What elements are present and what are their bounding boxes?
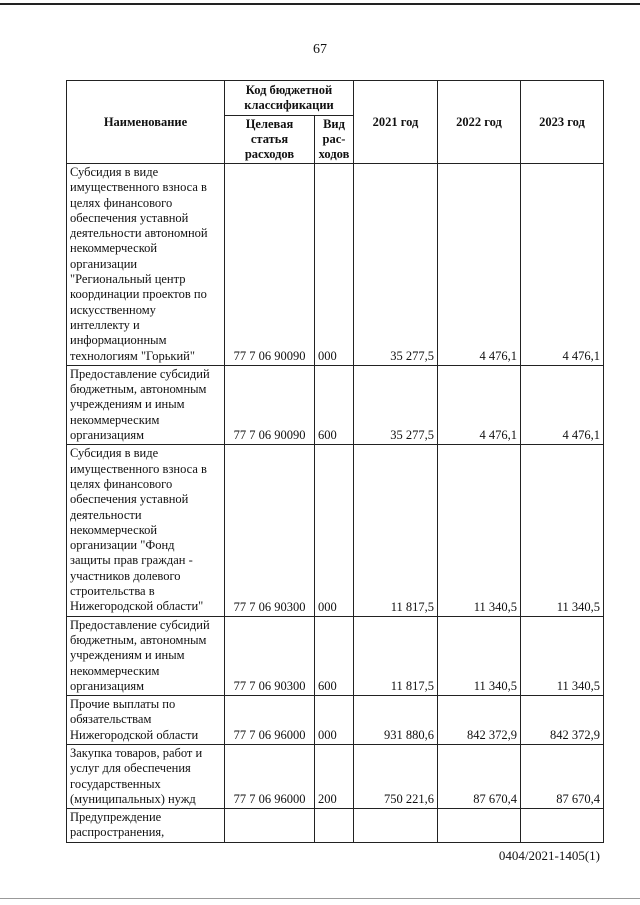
row-name: Предоставление субсидий бюджетным, автономным учреждениям и иным некоммерческим организациям bbox=[67, 365, 225, 444]
row-value-2022: 87 670,4 bbox=[438, 744, 521, 808]
header-kod-group: Код бюджетной классификации bbox=[225, 81, 354, 116]
row-value-2023: 4 476,1 bbox=[521, 365, 604, 444]
row-target-code: 77 7 06 90090 bbox=[225, 164, 315, 366]
row-value-2022 bbox=[438, 809, 521, 843]
row-name: Предоставление субсидий бюджетным, автономным учреждениям и иным некоммерческим организациям bbox=[67, 616, 225, 695]
header-target: Целевая статья расходов bbox=[225, 116, 315, 164]
row-value-2023: 11 340,5 bbox=[521, 445, 604, 616]
row-kind-code: 000 bbox=[315, 445, 354, 616]
row-value-2023: 87 670,4 bbox=[521, 744, 604, 808]
document-id: 0404/2021-1405(1) bbox=[498, 848, 600, 863]
page-number: 67 bbox=[313, 42, 327, 57]
header-name: Наименование bbox=[67, 81, 225, 164]
row-name: Прочие выплаты по обязательствам Нижегородской области bbox=[67, 696, 225, 745]
row-kind-code: 600 bbox=[315, 365, 354, 444]
table-row bbox=[67, 445, 604, 616]
row-value-2023 bbox=[521, 809, 604, 843]
row-name: Субсидия в виде имущественного взноса в целях финансового обеспечения уставной деятельности автономной некоммерческой организации "Региональный центр координации проектов по искусственному интеллекту и информационным технологиям "Горький" bbox=[67, 164, 225, 366]
row-name: Субсидия в виде имущественного взноса в целях финансового обеспечения уставной деятельности некоммерческой организации "Фонд защиты прав граждан - участников долевого строительства в Нижегородской области" bbox=[67, 445, 225, 616]
row-value-2022: 11 340,5 bbox=[438, 616, 521, 695]
row-target-code: 77 7 06 90090 bbox=[225, 365, 315, 444]
header-2023: 2023 год bbox=[521, 81, 604, 164]
row-value-2022: 842 372,9 bbox=[438, 696, 521, 745]
table-row bbox=[67, 744, 604, 808]
table-row bbox=[67, 164, 604, 366]
row-target-code bbox=[225, 809, 315, 843]
row-name: Закупка товаров, работ и услуг для обеспечения государственных (муниципальных) нужд bbox=[67, 744, 225, 808]
header-kind: Вид рас- ходов bbox=[315, 116, 354, 164]
row-target-code: 77 7 06 90300 bbox=[225, 616, 315, 695]
row-value-2023: 842 372,9 bbox=[521, 696, 604, 745]
row-value-2021: 35 277,5 bbox=[354, 365, 438, 444]
table-row bbox=[67, 809, 604, 843]
row-value-2021: 11 817,5 bbox=[354, 445, 438, 616]
row-value-2022: 4 476,1 bbox=[438, 365, 521, 444]
row-kind-code: 000 bbox=[315, 696, 354, 745]
row-name: Предупреждение распространения, bbox=[67, 809, 225, 843]
row-value-2022: 11 340,5 bbox=[438, 445, 521, 616]
row-value-2023: 11 340,5 bbox=[521, 616, 604, 695]
row-target-code: 77 7 06 96000 bbox=[225, 744, 315, 808]
row-target-code: 77 7 06 96000 bbox=[225, 696, 315, 745]
table-row bbox=[67, 616, 604, 695]
row-kind-code bbox=[315, 809, 354, 843]
table-row bbox=[67, 696, 604, 745]
header-2022: 2022 год bbox=[438, 81, 521, 164]
row-value-2021: 931 880,6 bbox=[354, 696, 438, 745]
header-2021: 2021 год bbox=[354, 81, 438, 164]
row-kind-code: 600 bbox=[315, 616, 354, 695]
row-value-2023: 4 476,1 bbox=[521, 164, 604, 366]
row-value-2022: 4 476,1 bbox=[438, 164, 521, 366]
top-rule bbox=[0, 3, 640, 5]
row-value-2021: 11 817,5 bbox=[354, 616, 438, 695]
row-kind-code: 000 bbox=[315, 164, 354, 366]
row-value-2021 bbox=[354, 809, 438, 843]
row-value-2021: 35 277,5 bbox=[354, 164, 438, 366]
row-kind-code: 200 bbox=[315, 744, 354, 808]
row-target-code: 77 7 06 90300 bbox=[225, 445, 315, 616]
row-value-2021: 750 221,6 bbox=[354, 744, 438, 808]
budget-table bbox=[66, 80, 604, 843]
bottom-rule bbox=[0, 898, 640, 899]
table-row bbox=[67, 365, 604, 444]
table-header-row bbox=[67, 81, 604, 116]
